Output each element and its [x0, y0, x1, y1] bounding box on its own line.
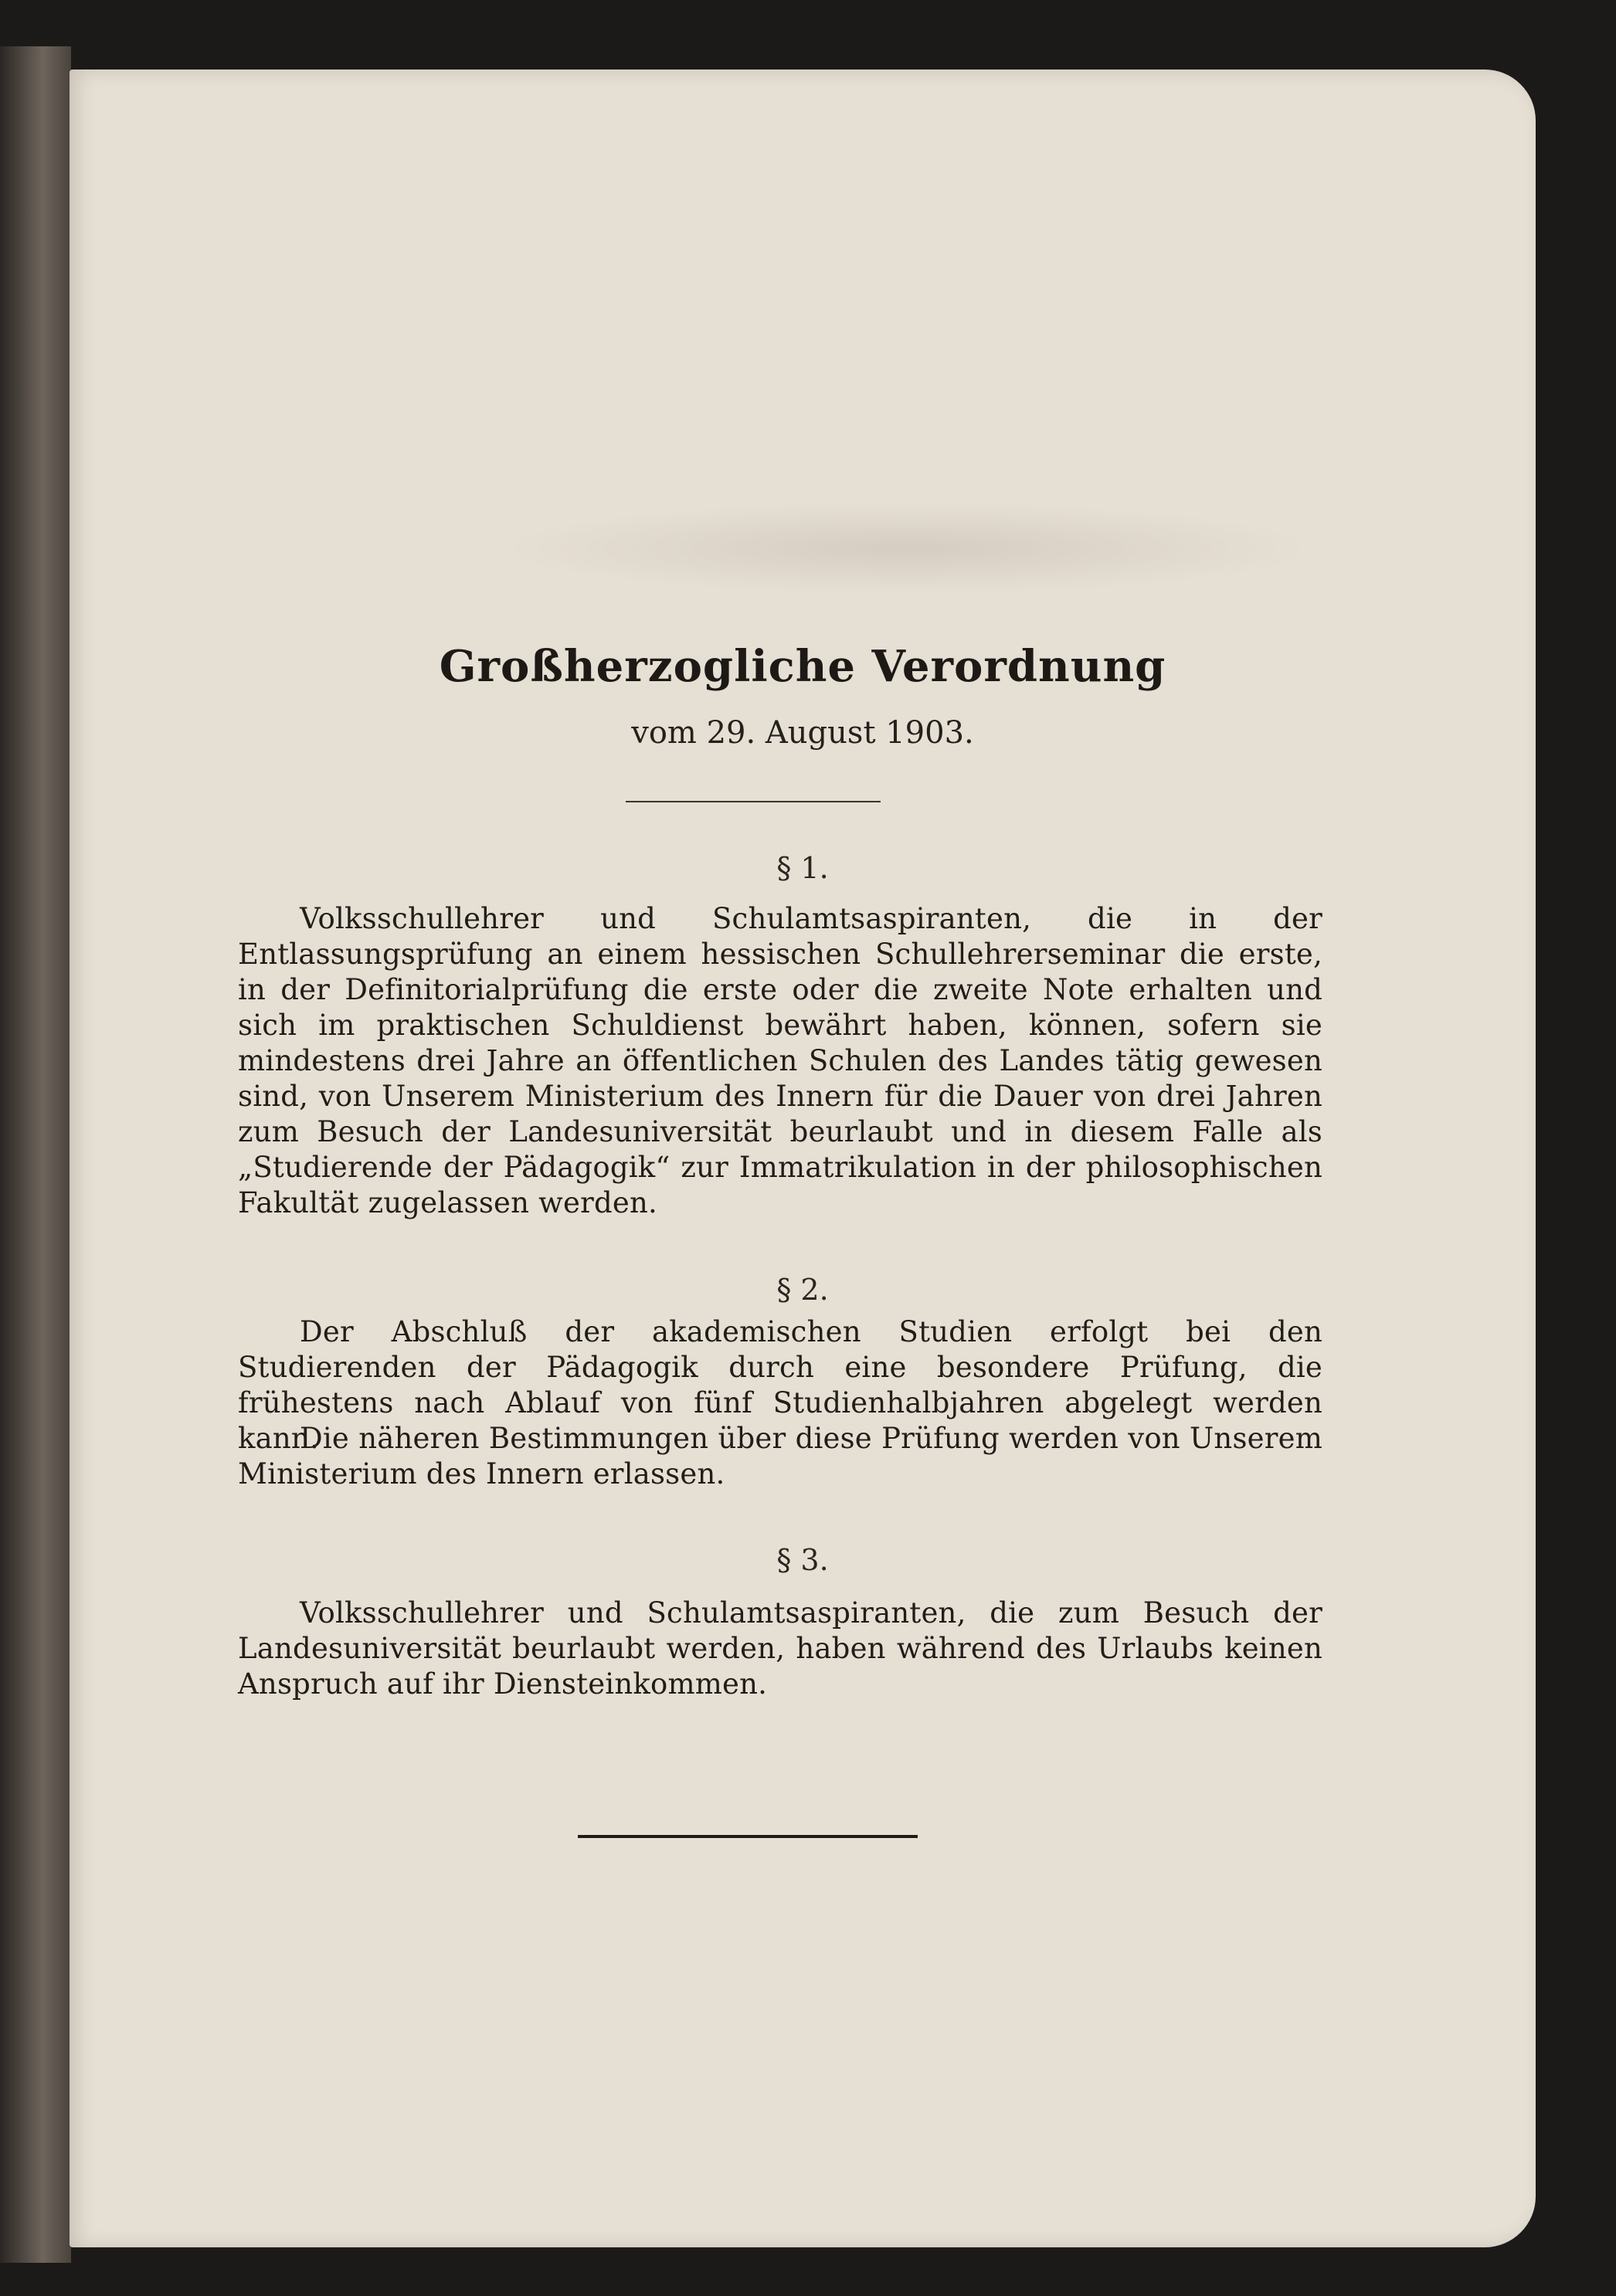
- document-date: vom 29. August 1903.: [631, 715, 974, 751]
- section-1-paragraph: Volksschullehrer und Schulamtsaspiranten, die in der Entlassungsprüfung an einem hessischen Schullehrerseminar die erste, in der Definitorialprüfung die erste oder die zweite Note erhalten und sich im praktischen Schuldienst bewährt haben, können, sofern sie mindestens drei Jahre an öffentlichen Schulen des Landes tätig gewesen sind, von Unserem Ministerium des Innern für die Dauer von drei Jahren zum Besuch der Landesuniversität beurlaubt und in diesem Falle als „Studierende der Pädagogik“ zur Immatrikulation in der philosophischen Fakultät zugelassen werden.: [238, 902, 1322, 1219]
- section-3-paragraph: Volksschullehrer und Schulamtsaspiranten, die zum Besuch der Landesuniversität beurlaubt werden, haben während des Urlaubs keinen Anspruch auf ihr Diensteinkommen.: [238, 1596, 1322, 1701]
- title-divider: [626, 801, 881, 802]
- section-2-heading: § 2.: [776, 1273, 829, 1307]
- section-2-paragraph-1: Der Abschluß der akademischen Studien erfolgt bei den Studierenden der Pädagogik durch eine besondere Prüfung, die frühestens nach Ablauf von fünf Studienhalbjahren abgelegt werden kann.: [238, 1315, 1322, 1455]
- book-binding-edge: [0, 46, 71, 2263]
- section-1-heading: § 1.: [776, 851, 829, 885]
- show-through-text: [502, 502, 1313, 595]
- document-title: Großherzogliche Verordnung: [439, 641, 1166, 692]
- section-2-paragraph-2: Die näheren Bestimmungen über diese Prüfung werden von Unserem Ministerium des Innern erlassen.: [238, 1422, 1322, 1491]
- closing-rule: [578, 1835, 918, 1838]
- section-3-heading: § 3.: [776, 1543, 829, 1577]
- document-page: [70, 70, 1536, 2247]
